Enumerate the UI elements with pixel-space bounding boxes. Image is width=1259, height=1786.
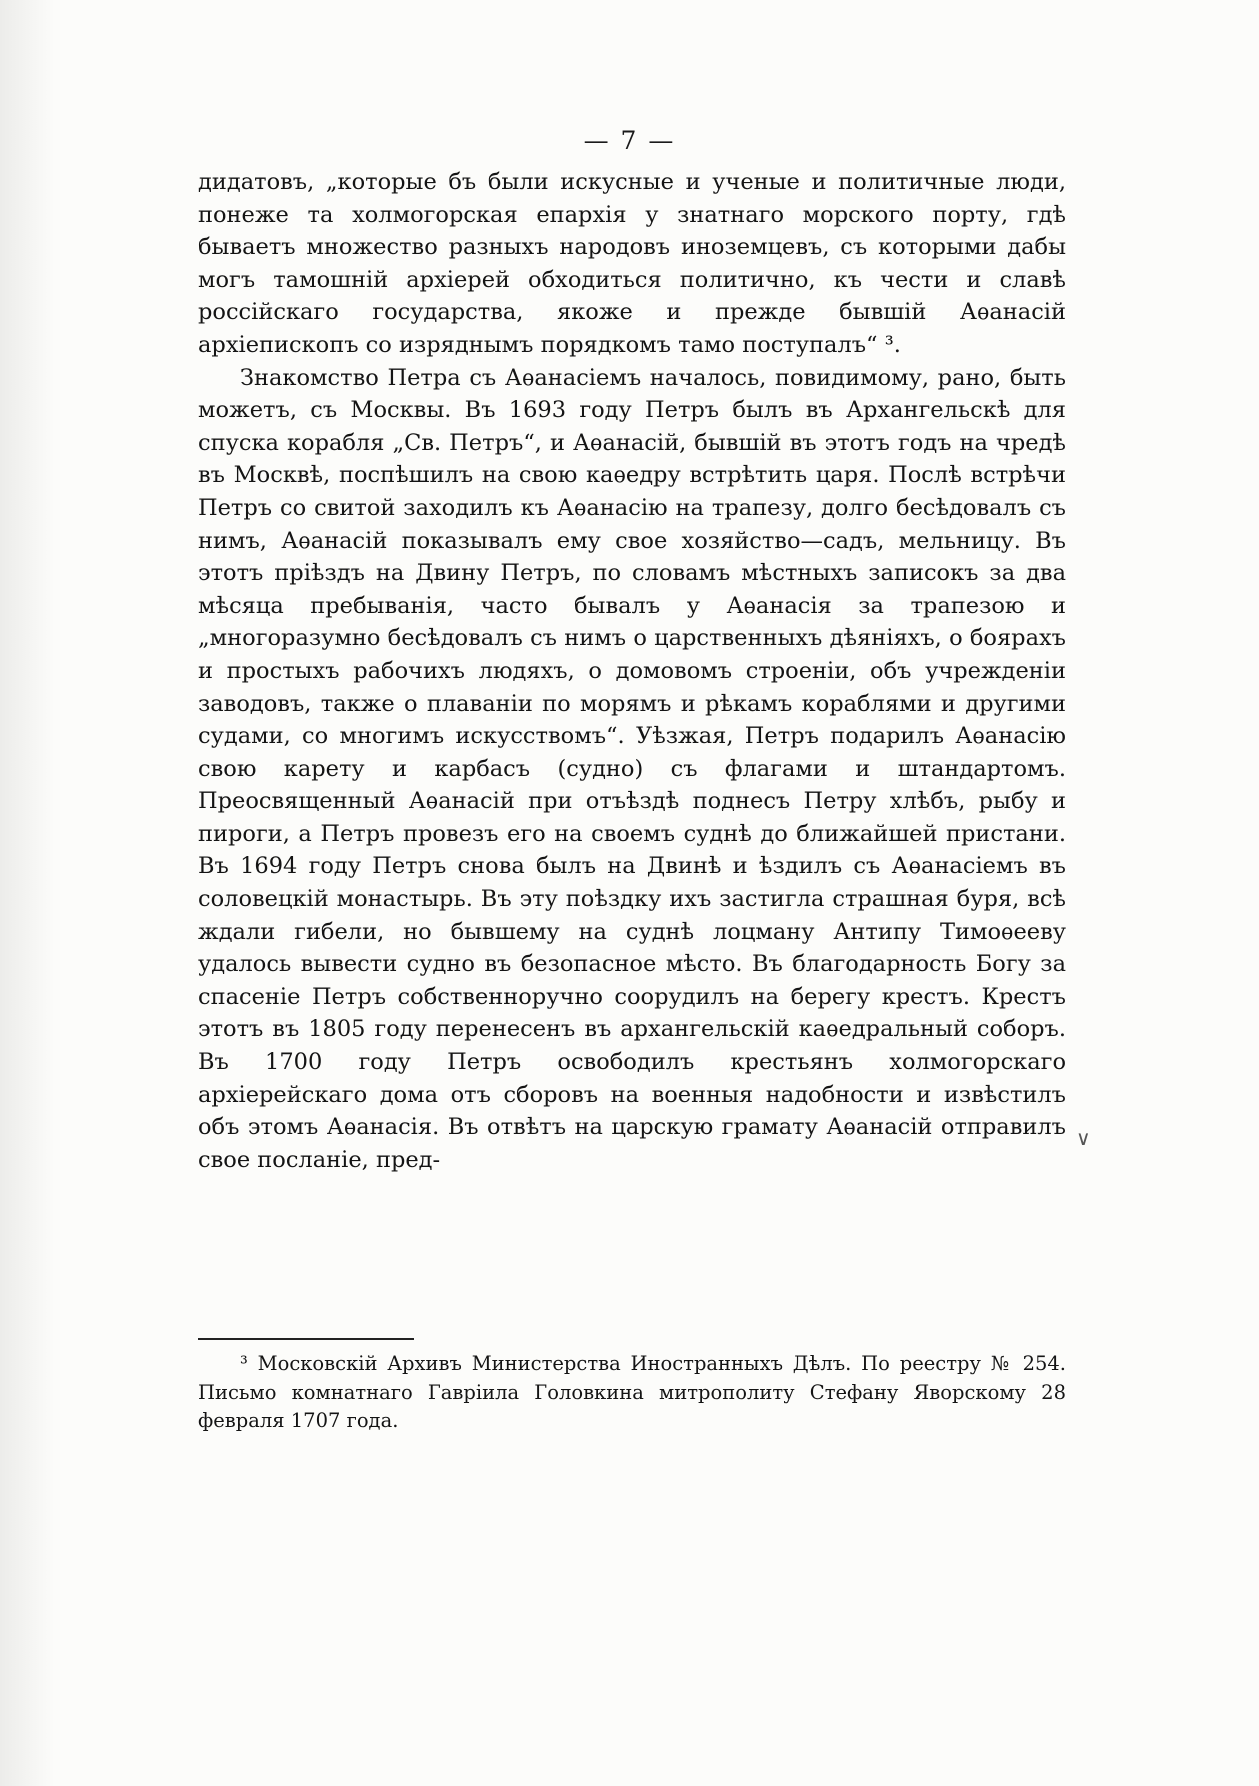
footnote-divider	[198, 1338, 414, 1340]
paragraph: Знакомство Петра съ Аѳанасіемъ началось, повидимому, рано, быть можетъ, съ Москвы. Въ 1693 году Петръ былъ въ Архангельскѣ для спуска корабля „Св. Петръ“, и Аѳанасій, бывшій въ этотъ годъ на чредѣ въ Москвѣ, поспѣшилъ на свою каѳедру встрѣтить царя. Послѣ встрѣчи Петръ со свитой заходилъ къ Аѳанасію на трапезу, долго бесѣдовалъ съ нимъ, Аѳанасій показывалъ ему свое хозяйство—садъ, мельницу. Въ этотъ пріѣздъ на Двину Петръ, по словамъ мѣстныхъ записокъ за два мѣсяца пребыванія, часто бывалъ у Аѳанасія за трапезою и „многоразумно бесѣдовалъ съ нимъ о царственныхъ дѣяніяхъ, о боярахъ и простыхъ рабочихъ людяхъ, о домовомъ строеніи, объ учрежденіи заводовъ, также о плаваніи по морямъ и рѣкамъ кораблями и другими судами, со многимъ искусствомъ“. Уѣзжая, Петръ подарилъ Аѳанасію свою карету и карбасъ (судно) съ флагами и штандартомъ. Преосвященный Аѳанасій при отъѣздѣ поднесъ Петру хлѣбъ, рыбу и пироги, а Петръ провезъ его на своемъ суднѣ до ближайшей пристани. Въ 1694 году Петръ снова былъ на Двинѣ и ѣздилъ съ Аѳанасіемъ въ соловецкій монастырь. Въ эту поѣздку ихъ застигла страшная буря, всѣ ждали гибели, но бывшему на суднѣ лоцману Антипу Тимоѳееву удалось вывести судно въ безопасное мѣсто. Въ благодарность Богу за спасеніе Петръ собственноручно соорудилъ на берегу крестъ. Крестъ этотъ въ 1805 году перенесенъ въ архангельскій каѳедральный соборъ. Въ 1700 году Петръ освободилъ крестьянъ холмогорскаго архіерейскаго дома отъ сборовъ на военныя надобности и извѣстилъ объ этомъ Аѳанасія. Въ отвѣтъ на царскую грамату Аѳанасій отправилъ свое посланіе, пред-	[198, 364, 1066, 1173]
footnote: ³ Московскій Архивъ Министерства Иностранныхъ Дѣлъ. По реестру № 254. Письмо комнатнаго Гавріила Головкина митрополиту Стефану Яворскому 28 февраля 1707 года.	[198, 1352, 1066, 1432]
scan-edge-shadow	[0, 0, 55, 1786]
page-number: — 7 —	[583, 126, 676, 155]
paragraph-continuation: дидатовъ, „которые бъ были искусные и ученые и политичные люди, понеже та холмогорская епархія у знатнаго морского порту, гдѣ бываетъ множество разныхъ народовъ иноземцевъ, съ которыми дабы могъ тамошній архіерей обходиться политично, къ чести и славѣ россійскаго государства, якоже и прежде бывшій Аѳанасій архіепископъ со изряднымъ порядкомъ тамо поступалъ“ ³.	[198, 169, 1066, 358]
handwritten-margin-mark: ∨	[1076, 1126, 1091, 1150]
footnotes	[198, 1350, 1066, 1436]
main-text	[198, 166, 1066, 1176]
